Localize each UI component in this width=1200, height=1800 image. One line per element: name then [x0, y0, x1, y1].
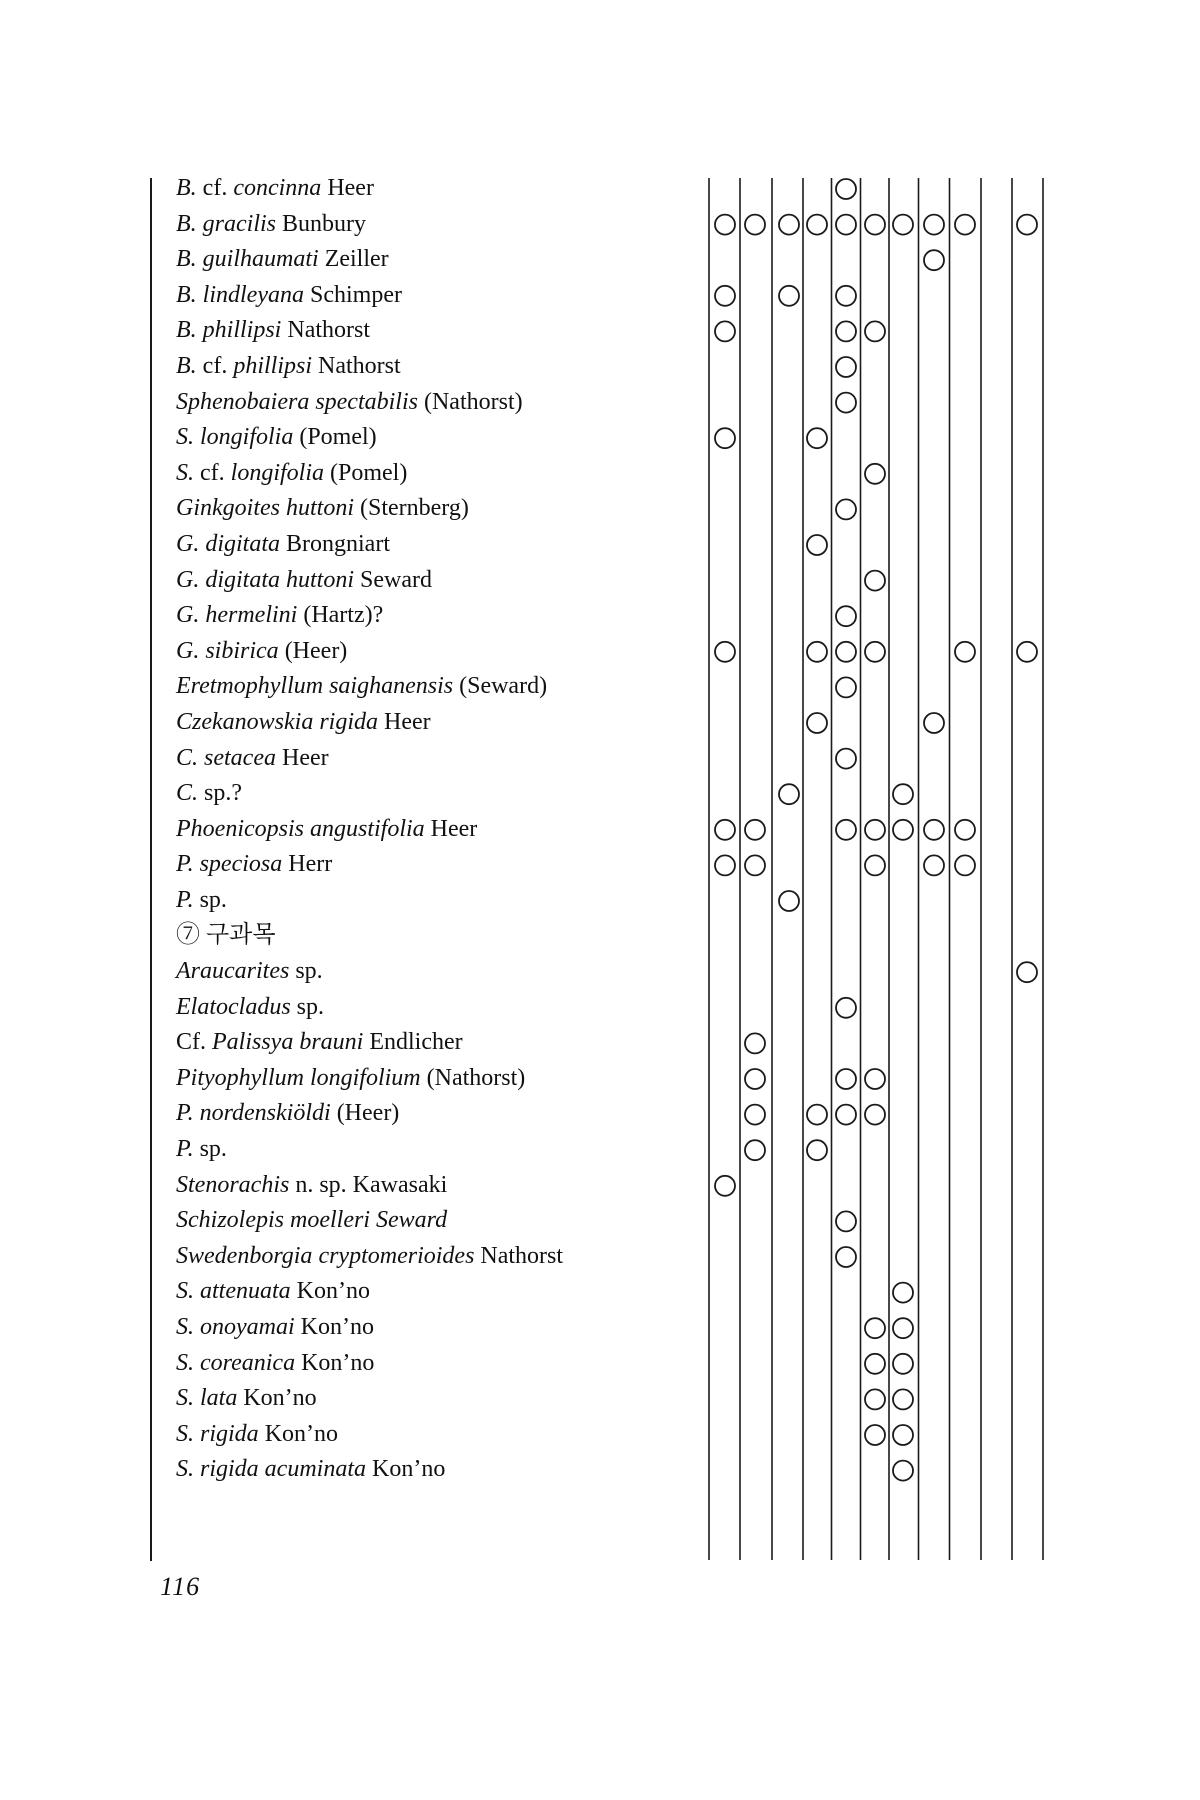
species-row — [176, 1346, 696, 1382]
species-author: Kon’no — [296, 1278, 370, 1305]
occurrence-mark — [836, 321, 856, 341]
occurrence-mark — [836, 1211, 856, 1231]
occurrence-mark — [779, 286, 799, 306]
species-row — [176, 883, 696, 919]
species-epithet: huttoni — [285, 495, 354, 522]
species-epithet: lindleyana — [202, 281, 304, 308]
occurrence-mark — [745, 1105, 765, 1125]
species-author: Kon’no — [243, 1385, 317, 1412]
species-author: Kon’no — [372, 1456, 446, 1483]
species-genus: Araucarites — [176, 958, 290, 985]
occurrence-mark — [715, 215, 735, 235]
occurrence-mark — [893, 784, 913, 804]
species-genus: B. — [176, 175, 197, 201]
species-row — [176, 349, 696, 385]
occurrence-mark — [893, 820, 913, 840]
occurrence-mark — [893, 1389, 913, 1409]
occurrence-mark — [836, 1105, 856, 1125]
occurrence-mark — [865, 1354, 885, 1374]
occurrence-mark — [836, 677, 856, 697]
occurrence-mark — [715, 428, 735, 448]
species-row — [176, 741, 696, 777]
species-qualifier: cf. — [200, 459, 225, 486]
species-genus: B. — [176, 246, 197, 273]
species-author: n. sp. Kawasaki — [295, 1171, 448, 1198]
species-epithet: phillipsi — [202, 317, 282, 344]
species-row — [176, 1274, 696, 1310]
species-genus: S. — [176, 1314, 194, 1340]
species-genus: P. — [176, 886, 194, 913]
species-row — [176, 1132, 696, 1168]
occurrence-mark — [865, 571, 885, 591]
occurrence-mark — [836, 820, 856, 840]
species-row — [176, 527, 696, 563]
species-epithet: setacea — [204, 744, 276, 771]
species-author: (Sternberg) — [360, 495, 469, 522]
species-genus: Pityophyllum — [176, 1064, 304, 1091]
species-row — [176, 242, 696, 278]
occurrence-mark — [1017, 215, 1037, 235]
species-genus: S. — [176, 424, 194, 451]
species-author: Nathorst — [480, 1242, 564, 1269]
occurrence-mark — [924, 855, 944, 875]
species-row — [176, 1203, 696, 1239]
species-genus: Palissya — [212, 1029, 294, 1056]
species-epithet: angustifolia — [309, 815, 425, 842]
occurrence-mark — [865, 642, 885, 662]
species-author: Herr — [288, 851, 333, 878]
species-row — [176, 491, 696, 527]
occurrence-mark — [715, 820, 735, 840]
occurrence-mark — [955, 215, 975, 235]
species-row — [176, 918, 696, 954]
species-epithet: hermelini — [205, 602, 298, 629]
species-row — [176, 563, 696, 599]
species-genus: Czekanowskia — [176, 708, 314, 735]
species-epithet: longifolia — [230, 459, 324, 486]
species-author: Kon’no — [264, 1420, 339, 1447]
species-list — [176, 171, 696, 1488]
species-genus: Swedenborgia — [176, 1242, 313, 1269]
occurrence-mark — [893, 1461, 913, 1481]
species-epithet: brauni — [299, 1029, 364, 1056]
species-author: Kon’no — [300, 1314, 374, 1340]
occurrence-mark — [893, 1354, 913, 1374]
occurrence-mark — [1017, 642, 1037, 662]
species-genus: G. — [176, 602, 200, 629]
species-genus: P. — [176, 1136, 194, 1163]
species-genus: G. — [176, 637, 200, 664]
species-genus: Eretmophyllum — [176, 673, 324, 700]
species-row — [176, 385, 696, 421]
species-row — [176, 1310, 696, 1346]
occurrence-mark — [893, 1318, 913, 1338]
species-genus: Schizolepis — [176, 1207, 284, 1234]
occurrence-mark — [807, 642, 827, 662]
occurrence-mark — [715, 1176, 735, 1196]
species-author: sp. — [199, 886, 227, 913]
species-author: (Pomel) — [299, 424, 377, 451]
species-epithet: rigida acuminata — [200, 1456, 366, 1483]
species-genus: ⑦ 구과목 — [176, 922, 276, 949]
species-genus: B. — [176, 317, 197, 344]
species-row — [176, 1025, 696, 1061]
species-author: Heer — [384, 708, 431, 735]
species-genus: S. — [176, 1420, 194, 1447]
species-row — [176, 420, 696, 456]
species-genus: B. — [176, 352, 197, 379]
species-author: Kon’no — [301, 1349, 375, 1376]
occurrence-mark — [836, 179, 856, 199]
species-epithet: moelleri Seward — [290, 1207, 448, 1234]
species-genus: Ginkgoites — [176, 495, 280, 522]
occurrence-mark — [924, 250, 944, 270]
species-epithet: rigida — [200, 1420, 259, 1447]
occurrence-mark — [807, 713, 827, 733]
occurrence-mark — [836, 998, 856, 1018]
species-genus: C. — [176, 744, 199, 771]
species-row — [176, 1168, 696, 1204]
species-author: (Heer) — [336, 1100, 400, 1127]
occurrence-mark — [745, 1140, 765, 1160]
species-qualifier: Cf. — [176, 1029, 206, 1056]
species-genus: Phoenicopsis — [176, 815, 304, 842]
occurrence-mark — [955, 855, 975, 875]
species-author: Seward — [360, 566, 433, 593]
occurrence-mark — [836, 357, 856, 377]
species-row — [176, 1417, 696, 1453]
occurrence-mark — [715, 642, 735, 662]
occurrence-mark — [807, 428, 827, 448]
species-epithet: speciosa — [199, 851, 283, 878]
species-author: (Heer) — [284, 637, 348, 664]
occurrence-mark — [745, 855, 765, 875]
species-author: Heer — [281, 744, 329, 771]
species-epithet: guilhaumati — [202, 246, 319, 273]
occurrence-mark — [924, 820, 944, 840]
occurrence-mark — [836, 1247, 856, 1267]
species-row — [176, 954, 696, 990]
species-genus: Elatocladus — [176, 993, 291, 1020]
occurrence-mark — [865, 1069, 885, 1089]
occurrence-mark — [836, 215, 856, 235]
species-qualifier: cf. — [202, 352, 228, 379]
species-row — [176, 171, 696, 207]
occurrence-mark — [807, 215, 827, 235]
occurrence-mark — [955, 820, 975, 840]
page-number: 116 — [160, 1572, 201, 1601]
occurrence-mark — [893, 1283, 913, 1303]
species-author: Zeiller — [324, 246, 389, 273]
species-genus: C. — [176, 780, 199, 807]
species-row — [176, 1452, 696, 1488]
occurrence-mark — [1017, 962, 1037, 982]
species-qualifier: cf. — [202, 175, 228, 201]
species-genus: S. — [176, 459, 194, 486]
species-author: Endlicher — [369, 1029, 463, 1056]
species-epithet: saighanensis — [329, 673, 454, 700]
species-genus: G. — [176, 566, 200, 593]
occurrence-mark — [865, 464, 885, 484]
occurrence-mark — [745, 215, 765, 235]
species-author: Bunbury — [282, 210, 367, 237]
occurrence-mark — [836, 1069, 856, 1089]
occurrence-mark — [745, 1033, 765, 1053]
species-row — [176, 847, 696, 883]
species-epithet: digitata — [205, 530, 281, 557]
species-genus: P. — [176, 851, 194, 878]
occurrence-mark — [865, 321, 885, 341]
occurrence-mark — [836, 286, 856, 306]
species-row — [176, 705, 696, 741]
species-author: (Pomel) — [330, 459, 408, 486]
occurrence-mark — [893, 215, 913, 235]
species-epithet: longifolia — [200, 424, 294, 451]
species-author: sp. — [296, 993, 324, 1020]
species-epithet: concinna — [233, 175, 322, 201]
species-author: Nathorst — [287, 317, 371, 344]
species-epithet: coreanica — [200, 1349, 296, 1376]
occurrence-mark — [865, 820, 885, 840]
species-author: (Hartz)? — [303, 602, 384, 629]
species-genus: B. — [176, 281, 197, 308]
species-genus: Stenorachis — [176, 1171, 290, 1198]
species-author: Heer — [430, 815, 478, 842]
species-author: (Nathorst) — [426, 1064, 526, 1091]
occurrence-mark — [836, 749, 856, 769]
species-row — [176, 278, 696, 314]
species-row — [176, 313, 696, 349]
occurrence-mark — [924, 713, 944, 733]
species-author: (Seward) — [459, 673, 548, 700]
species-row — [176, 598, 696, 634]
occurrence-mark — [836, 642, 856, 662]
occurrence-mark — [865, 855, 885, 875]
occurrence-mark — [745, 820, 765, 840]
species-epithet: lata — [200, 1385, 238, 1412]
species-epithet: cryptomerioides — [318, 1242, 475, 1269]
species-row — [176, 1239, 696, 1275]
occurrence-mark — [955, 642, 975, 662]
species-epithet: gracilis — [202, 210, 277, 237]
species-epithet: nordenskiöldi — [199, 1100, 331, 1127]
species-row — [176, 776, 696, 812]
species-author: Schimper — [309, 281, 402, 308]
species-author: Brongniart — [286, 530, 390, 557]
species-genus: S. — [176, 1456, 194, 1483]
species-author: sp.? — [204, 780, 243, 807]
occurrence-mark — [893, 1425, 913, 1445]
occurrence-mark — [745, 1069, 765, 1089]
species-epithet: attenuata — [200, 1278, 291, 1305]
species-genus: S. — [176, 1278, 194, 1305]
occurrence-mark — [865, 215, 885, 235]
species-genus: S. — [176, 1385, 194, 1412]
left-margin-rule — [150, 178, 152, 1561]
occurrence-mark — [779, 215, 799, 235]
species-genus: B. — [176, 210, 197, 237]
species-epithet: onoyamai — [200, 1314, 295, 1340]
species-row — [176, 669, 696, 705]
species-epithet: digitata huttoni — [205, 566, 355, 593]
occurrence-mark — [715, 286, 735, 306]
occurrence-mark — [779, 891, 799, 911]
species-row — [176, 634, 696, 670]
species-row — [176, 456, 696, 492]
species-author: (Nathorst) — [423, 388, 523, 415]
occurrence-mark — [865, 1389, 885, 1409]
species-row — [176, 1381, 696, 1417]
species-author: Nathorst — [318, 352, 401, 379]
species-row — [176, 1096, 696, 1132]
occurrence-mark — [779, 784, 799, 804]
species-row — [176, 812, 696, 848]
occurrence-mark — [865, 1105, 885, 1125]
occurrence-mark — [836, 606, 856, 626]
species-epithet: longifolium — [309, 1064, 421, 1091]
species-genus: Sphenobaiera — [176, 388, 310, 415]
occurrence-mark — [865, 1425, 885, 1445]
species-genus: G. — [176, 530, 200, 557]
occurrence-mark — [924, 215, 944, 235]
occurrence-mark — [836, 499, 856, 519]
species-epithet: sibirica — [205, 637, 279, 664]
occurrence-mark — [807, 535, 827, 555]
species-genus: P. — [176, 1100, 194, 1127]
occurrence-mark — [836, 393, 856, 413]
occurrence-mark — [715, 321, 735, 341]
species-row — [176, 207, 696, 243]
occurrence-mark — [715, 855, 735, 875]
species-row — [176, 990, 696, 1026]
occurrence-mark — [865, 1318, 885, 1338]
species-author: sp. — [199, 1136, 227, 1163]
species-genus: S. — [176, 1349, 194, 1376]
species-row — [176, 1061, 696, 1097]
species-epithet: rigida — [319, 708, 379, 735]
occurrence-mark — [807, 1140, 827, 1160]
species-author: sp. — [295, 958, 323, 985]
species-epithet: spectabilis — [315, 388, 418, 415]
species-epithet: phillipsi — [233, 352, 313, 379]
species-author: Heer — [327, 175, 374, 201]
occurrence-mark — [807, 1105, 827, 1125]
